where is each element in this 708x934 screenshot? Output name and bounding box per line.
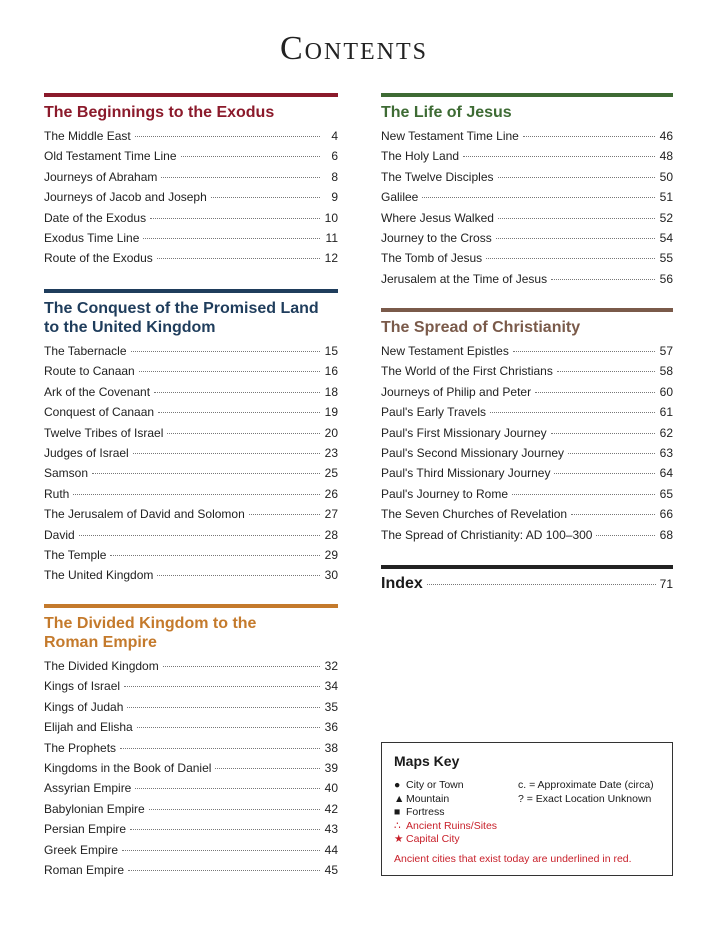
toc-entry[interactable] xyxy=(44,819,338,839)
legend-capital xyxy=(394,833,518,847)
toc-entry[interactable] xyxy=(44,341,338,361)
toc-entry[interactable] xyxy=(44,228,338,248)
entry-page: 52 xyxy=(659,210,673,225)
section-rule xyxy=(44,604,338,608)
section-title: The Beginnings to the Exodus xyxy=(44,104,275,121)
entry-page: 16 xyxy=(324,364,338,379)
ruins-icon: ∴ xyxy=(394,819,401,832)
entry-page: 18 xyxy=(324,384,338,399)
toc-entry[interactable] xyxy=(381,361,673,381)
index-page: 71 xyxy=(659,577,673,591)
entry-list xyxy=(381,341,673,545)
entry-page: 50 xyxy=(659,169,673,184)
entry-page: 38 xyxy=(324,740,338,755)
entry-title: Galilee xyxy=(381,190,419,205)
index-entry[interactable] xyxy=(381,575,673,593)
dot-leader xyxy=(133,453,320,454)
dot-leader xyxy=(496,238,655,239)
dot-leader xyxy=(157,258,320,259)
entry-title: The Temple xyxy=(44,547,107,562)
entry-list xyxy=(44,126,338,269)
entry-title: Ark of the Covenant xyxy=(44,384,151,399)
toc-entry[interactable] xyxy=(381,167,673,187)
section-rule xyxy=(381,565,673,569)
dot-leader xyxy=(163,666,320,667)
entry-title: The Tomb of Jesus xyxy=(381,251,483,266)
entry-title: Ruth xyxy=(44,486,70,501)
entry-title: Paul's Journey to Rome xyxy=(381,486,509,501)
toc-entry[interactable] xyxy=(44,167,338,187)
dot-leader xyxy=(143,238,320,239)
entry-title: Conquest of Canaan xyxy=(44,405,155,420)
toc-entry[interactable] xyxy=(44,248,338,268)
dot-leader xyxy=(215,768,320,769)
dot-leader xyxy=(523,136,655,137)
toc-entry[interactable] xyxy=(44,738,338,758)
entry-page: 62 xyxy=(659,425,673,440)
entry-title: Where Jesus Walked xyxy=(381,210,494,225)
toc-entry[interactable] xyxy=(381,382,673,402)
toc-entry[interactable] xyxy=(44,443,338,463)
entry-page: 66 xyxy=(659,507,673,522)
maps-key-note: Ancient cities that exist today are underlined in red. xyxy=(394,852,632,865)
entry-page: 11 xyxy=(325,230,338,245)
entry-title: New Testament Epistles xyxy=(381,344,509,358)
dot-leader xyxy=(167,433,320,434)
section-title xyxy=(44,614,338,652)
entry-page: 26 xyxy=(324,486,338,501)
entry-title: Route of the Exodus xyxy=(44,251,153,266)
section-life xyxy=(381,93,673,289)
dot-leader xyxy=(513,351,655,352)
dot-leader xyxy=(122,850,320,851)
entry-page: 34 xyxy=(324,679,338,694)
dot-leader xyxy=(120,748,320,749)
entry-page: 6 xyxy=(331,149,338,164)
toc-entry[interactable] xyxy=(381,208,673,228)
maps-key-symbols xyxy=(394,779,518,847)
entry-title: The Jerusalem of David and Solomon xyxy=(44,507,245,522)
legend-label: Capital City xyxy=(406,833,460,845)
dot-icon: ● xyxy=(394,779,401,791)
entry-title: Judges of Israel xyxy=(44,445,129,460)
toc-entry[interactable] xyxy=(44,565,338,585)
square-icon: ■ xyxy=(394,806,401,818)
dot-leader xyxy=(535,392,655,393)
entry-page: 30 xyxy=(324,568,338,583)
entry-page: 55 xyxy=(659,251,673,266)
legend-ruins xyxy=(394,820,518,834)
dot-leader xyxy=(568,453,655,454)
entry-title: Paul's First Missionary Journey xyxy=(381,425,547,440)
section-title-line-2: Roman Empire xyxy=(44,634,157,651)
toc-entry[interactable] xyxy=(44,463,338,483)
toc-entry[interactable] xyxy=(44,545,338,565)
entry-page: 28 xyxy=(324,527,338,542)
toc-entry[interactable] xyxy=(44,525,338,545)
dot-leader xyxy=(149,809,320,810)
toc-entry[interactable] xyxy=(381,187,673,207)
entry-page: 15 xyxy=(324,344,338,358)
dot-leader xyxy=(158,412,320,413)
toc-entry[interactable] xyxy=(44,382,338,402)
section-conquest xyxy=(44,289,338,586)
entry-title: Route to Canaan xyxy=(44,364,135,379)
maps-key-abbreviations xyxy=(518,779,660,847)
section-title: The Life of Jesus xyxy=(381,104,512,121)
entry-title: Exodus Time Line xyxy=(44,230,140,245)
star-icon: ★ xyxy=(394,833,404,845)
legend-label: Ancient Ruins/Sites xyxy=(406,819,498,832)
dot-leader xyxy=(154,392,320,393)
dot-leader xyxy=(110,555,320,556)
dot-leader xyxy=(135,788,320,789)
legend-fortress xyxy=(394,806,518,820)
maps-key-title: Maps Key xyxy=(394,753,460,769)
entry-title: Babylonian Empire xyxy=(44,801,145,816)
entry-page: 20 xyxy=(324,425,338,440)
section-title-line-1: The Divided Kingdom to the xyxy=(44,615,257,632)
maps-key-grid xyxy=(394,779,660,847)
dot-leader xyxy=(512,494,655,495)
dot-leader xyxy=(79,535,320,536)
dot-leader xyxy=(181,156,320,157)
entry-page: 56 xyxy=(659,271,673,286)
entry-title: Twelve Tribes of Israel xyxy=(44,425,164,440)
entry-title: Kingdoms in the Book of Daniel xyxy=(44,760,212,775)
entry-page: 68 xyxy=(659,527,673,542)
entry-page: 39 xyxy=(324,760,338,775)
entry-page: 40 xyxy=(324,781,338,796)
section-title-line-2: to the United Kingdom xyxy=(44,319,216,336)
dot-leader xyxy=(150,218,320,219)
entry-title: Paul's Third Missionary Journey xyxy=(381,466,551,481)
toc-entry[interactable] xyxy=(381,504,673,524)
section-title xyxy=(44,299,338,337)
entry-page: 9 xyxy=(331,190,338,205)
dot-leader xyxy=(127,707,320,708)
legend-unknown: ? = Exact Location Unknown xyxy=(518,792,652,805)
toc-entry[interactable] xyxy=(44,402,338,422)
entry-title: The United Kingdom xyxy=(44,568,154,583)
dot-leader xyxy=(427,584,656,585)
legend-label: City or Town xyxy=(406,779,464,791)
entry-title: The World of the First Christians xyxy=(381,364,553,379)
dot-leader xyxy=(157,575,320,576)
entry-page: 60 xyxy=(659,384,673,399)
toc-entry[interactable] xyxy=(44,423,338,443)
entry-page: 29 xyxy=(324,547,338,562)
entry-page: 65 xyxy=(659,486,673,501)
entry-title: Roman Empire xyxy=(44,862,125,877)
entry-title: Journeys of Jacob and Joseph xyxy=(44,190,207,205)
section-title: The Spread of Christianity xyxy=(381,319,581,336)
entry-page: 43 xyxy=(324,822,338,837)
page-title: Contents xyxy=(279,30,428,67)
entry-page: 25 xyxy=(324,466,338,481)
entry-title: David xyxy=(44,527,75,542)
entry-page: 27 xyxy=(324,507,338,522)
toc-entry[interactable] xyxy=(44,758,338,778)
entry-title: The Tabernacle xyxy=(44,344,127,358)
entry-page: 64 xyxy=(659,466,673,481)
toc-entry[interactable] xyxy=(381,443,673,463)
toc-entry[interactable] xyxy=(44,126,338,146)
toc-entry[interactable] xyxy=(44,778,338,798)
toc-entry[interactable] xyxy=(44,697,338,717)
toc-entry[interactable] xyxy=(381,146,673,166)
toc-entry[interactable] xyxy=(381,402,673,422)
index-title: Index xyxy=(381,575,423,592)
entry-page: 32 xyxy=(324,659,338,673)
toc-entry[interactable] xyxy=(381,525,673,545)
entry-page: 23 xyxy=(324,445,338,460)
entry-page: 4 xyxy=(331,129,338,143)
entry-page: 42 xyxy=(324,801,338,816)
entry-title: Journeys of Abraham xyxy=(44,169,158,184)
entry-title: Journey to the Cross xyxy=(381,230,492,245)
dot-leader xyxy=(161,177,320,178)
entry-title: Paul's Second Missionary Journey xyxy=(381,445,565,460)
dot-leader xyxy=(137,727,320,728)
entry-list xyxy=(44,341,338,586)
entry-page: 54 xyxy=(659,230,673,245)
toc-entry[interactable] xyxy=(44,676,338,696)
entry-title: The Seven Churches of Revelation xyxy=(381,507,568,522)
entry-title: The Holy Land xyxy=(381,149,460,164)
toc-entry[interactable] xyxy=(44,208,338,228)
dot-leader xyxy=(131,351,321,352)
toc-entry[interactable] xyxy=(44,484,338,504)
entry-page: 45 xyxy=(324,862,338,877)
legend-mountain xyxy=(394,793,518,807)
entry-title: Journeys of Philip and Peter xyxy=(381,384,532,399)
toc-entry[interactable] xyxy=(381,228,673,248)
toc-entry[interactable] xyxy=(44,187,338,207)
dot-leader xyxy=(490,412,655,413)
entry-page: 19 xyxy=(324,405,338,420)
entry-title: The Middle East xyxy=(44,129,131,143)
toc-entry[interactable] xyxy=(381,126,673,146)
dot-leader xyxy=(498,177,656,178)
entry-page: 57 xyxy=(659,344,673,358)
legend-label: Mountain xyxy=(406,792,450,805)
dot-leader xyxy=(73,494,320,495)
toc-entry[interactable] xyxy=(381,248,673,268)
dot-leader xyxy=(571,514,655,515)
triangle-icon: ▲ xyxy=(394,792,405,805)
entry-title: The Twelve Disciples xyxy=(381,169,494,184)
entry-page: 36 xyxy=(324,720,338,735)
entry-title: Assyrian Empire xyxy=(44,781,132,796)
entry-title: Paul's Early Travels xyxy=(381,405,486,420)
toc-entry[interactable] xyxy=(44,656,338,676)
toc-entry[interactable] xyxy=(44,840,338,860)
entry-title: The Prophets xyxy=(44,740,117,755)
dot-leader xyxy=(92,473,320,474)
entry-title: Jerusalem at the Time of Jesus xyxy=(381,271,548,286)
toc-entry[interactable] xyxy=(381,484,673,504)
dot-leader xyxy=(130,829,320,830)
toc-entry[interactable] xyxy=(381,423,673,443)
dot-leader xyxy=(486,258,655,259)
section-rule xyxy=(44,93,338,97)
section-index xyxy=(381,565,673,593)
toc-entry[interactable] xyxy=(44,717,338,737)
entry-title: Kings of Judah xyxy=(44,699,124,714)
entry-page: 44 xyxy=(324,842,338,857)
entry-title: The Divided Kingdom xyxy=(44,659,159,673)
dot-leader xyxy=(139,371,320,372)
entry-page: 61 xyxy=(659,405,673,420)
entry-page: 10 xyxy=(324,210,338,225)
dot-leader xyxy=(249,514,320,515)
entry-page: 12 xyxy=(324,251,338,266)
dot-leader xyxy=(498,218,655,219)
section-title-line-1: The Conquest of the Promised Land xyxy=(44,300,319,317)
toc-entry[interactable] xyxy=(381,269,673,289)
dot-leader xyxy=(551,279,655,280)
entry-page: 8 xyxy=(331,169,338,184)
entry-title: Kings of Israel xyxy=(44,679,121,694)
legend-city xyxy=(394,779,518,793)
section-divided xyxy=(44,604,338,880)
entry-title: Greek Empire xyxy=(44,842,119,857)
section-spread xyxy=(381,308,673,545)
legend-circa: c. = Approximate Date (circa) xyxy=(518,779,654,791)
dot-leader xyxy=(124,686,320,687)
toc-entry[interactable] xyxy=(44,860,338,880)
dot-leader xyxy=(596,535,655,536)
entry-list xyxy=(381,126,673,289)
entry-page: 51 xyxy=(659,190,673,205)
toc-entry[interactable] xyxy=(381,463,673,483)
dot-leader xyxy=(463,156,655,157)
toc-entry[interactable] xyxy=(44,504,338,524)
section-beginnings xyxy=(44,93,338,269)
toc-entry[interactable] xyxy=(44,146,338,166)
toc-entry[interactable] xyxy=(44,361,338,381)
entry-list xyxy=(44,656,338,880)
section-rule xyxy=(381,93,673,97)
toc-entry[interactable] xyxy=(381,341,673,361)
section-rule xyxy=(44,289,338,293)
dot-leader xyxy=(211,197,320,198)
entry-page: 63 xyxy=(659,445,673,460)
entry-title: Persian Empire xyxy=(44,822,127,837)
entry-title: The Spread of Christianity: AD 100–300 xyxy=(381,527,593,542)
dot-leader xyxy=(422,197,655,198)
dot-leader xyxy=(135,136,320,137)
entry-page: 58 xyxy=(659,364,673,379)
entry-title: New Testament Time Line xyxy=(381,129,519,143)
entry-title: Samson xyxy=(44,466,89,481)
legend-label: Fortress xyxy=(406,806,445,818)
dot-leader xyxy=(128,870,320,871)
entry-page: 48 xyxy=(659,149,673,164)
entry-page: 46 xyxy=(659,129,673,143)
entry-title: Date of the Exodus xyxy=(44,210,147,225)
dot-leader xyxy=(557,371,655,372)
section-rule xyxy=(381,308,673,312)
entry-title: Elijah and Elisha xyxy=(44,720,133,735)
toc-entry[interactable] xyxy=(44,799,338,819)
entry-title: Old Testament Time Line xyxy=(44,149,177,164)
entry-page: 35 xyxy=(324,699,338,714)
dot-leader xyxy=(554,473,655,474)
dot-leader xyxy=(551,433,655,434)
maps-key-box xyxy=(381,742,673,876)
